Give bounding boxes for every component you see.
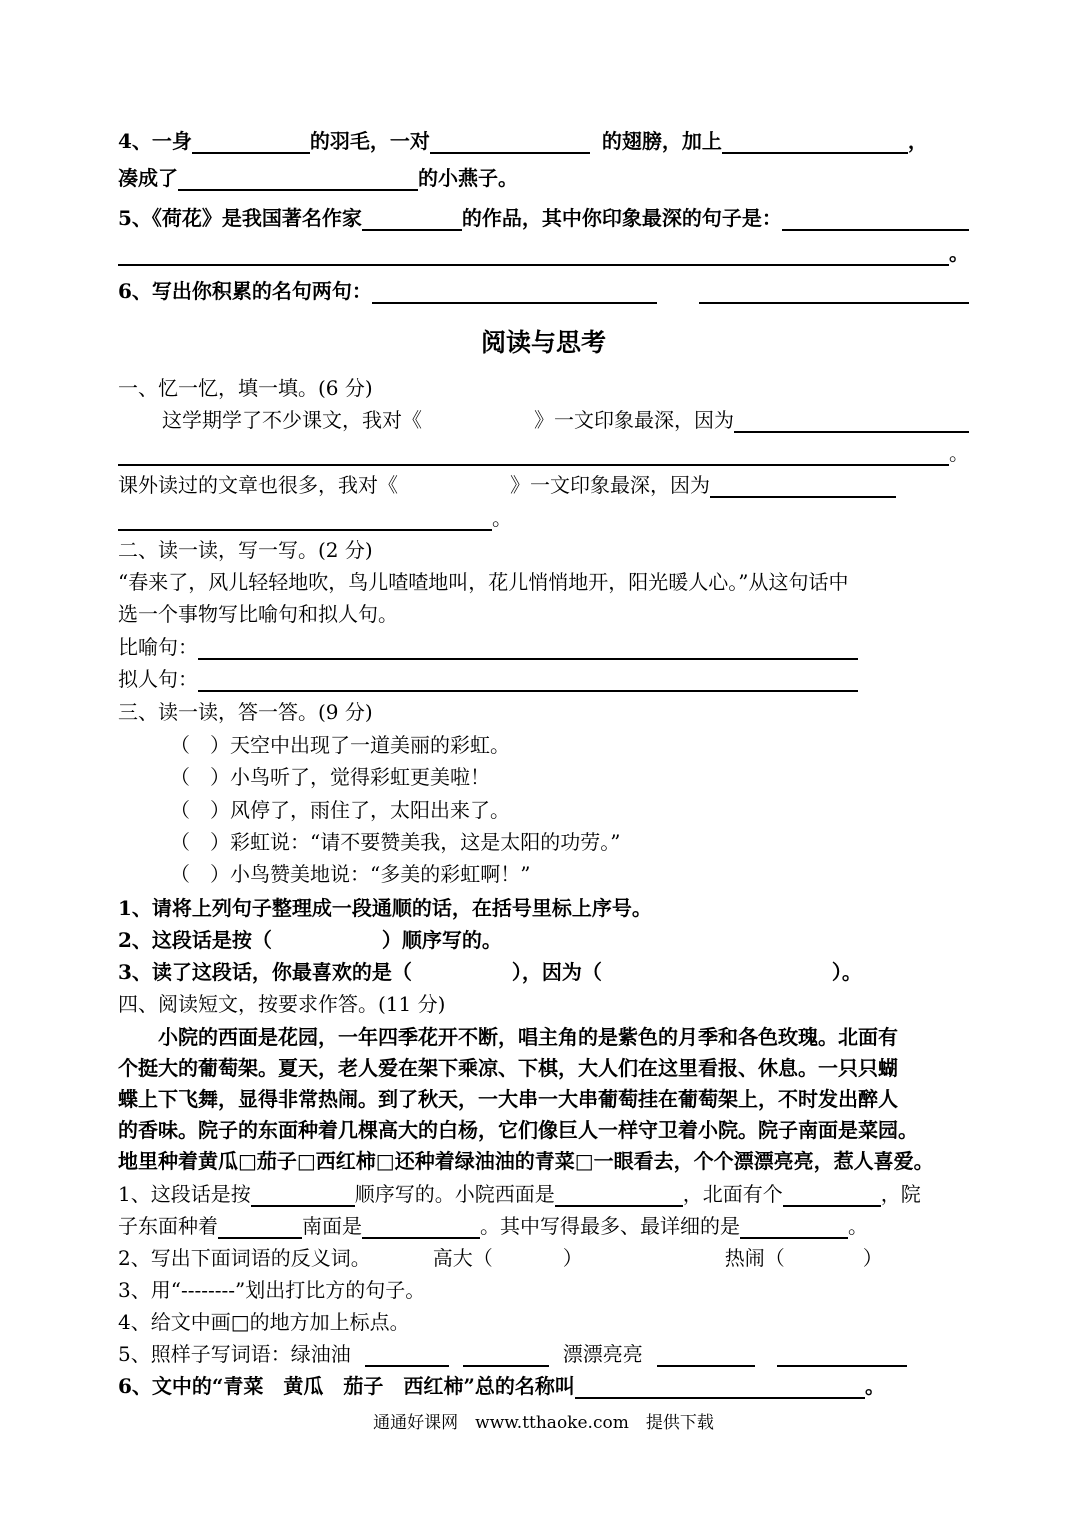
q4-blank-1[interactable] — [192, 130, 310, 154]
s2-person-blank[interactable] — [198, 668, 858, 692]
s1-text-d: 》一文印象最深，因为 — [510, 473, 710, 497]
q4-text-b: 的羽毛，一对 — [309, 129, 430, 153]
q4-text-e: 凑成了 — [118, 166, 178, 190]
s3-item-1[interactable] — [170, 732, 969, 758]
s4-q1-blank-order[interactable] — [251, 1183, 355, 1207]
s4-passage-text: 蝶上下飞舞，显得非常热闹。到了秋天，一大串一大串葡萄挂在葡萄架上，不时发出醉人 — [118, 1087, 898, 1111]
s3-q2 — [118, 927, 969, 953]
s4-q1-blank-most[interactable] — [740, 1215, 848, 1239]
q4-text-a: 4、一身 — [118, 129, 192, 153]
s4-q1-text-a: 1、这段话是按 — [118, 1182, 251, 1206]
s4-q5-blank-3[interactable] — [657, 1343, 755, 1367]
s1-line1 — [162, 407, 969, 433]
s2-person-line — [118, 666, 969, 692]
s4-heading — [118, 991, 969, 1017]
q5-text-a: 5、《荷花》是我国著名作家 — [118, 206, 362, 230]
s3-q2-text-b: ）顺序写的。 — [381, 928, 502, 952]
s4-q1-text-e: 子东面种着 — [118, 1214, 218, 1238]
s4-q1-text-d: ，院 — [880, 1182, 921, 1206]
q6-text: 6、写出你积累的名句两句： — [118, 279, 372, 303]
s3-q3-text-b: ），因为（ — [511, 960, 602, 984]
s3-q3-text-c: ）。 — [831, 960, 862, 984]
s1-text-a: 这学期学了不少课文，我对《 — [162, 408, 422, 432]
s4-heading-text: 四、阅读短文，按要求作答。(11 分) — [118, 992, 446, 1016]
s2-simile-line — [118, 634, 969, 660]
s4-passage-line — [118, 1086, 969, 1112]
s4-passage-line — [118, 1024, 969, 1050]
s4-q6-end: 。 — [864, 1374, 885, 1398]
q6-blank-1[interactable] — [372, 280, 657, 304]
q4-text-c: 的翅膀，加上 — [601, 129, 722, 153]
s1-heading — [118, 375, 969, 401]
s3-q2-text-a: 2、这段话是按（ — [118, 928, 272, 952]
s4-passage-text: 地里种着黄瓜□茄子□西红柿□还种着绿油油的青菜□一眼看去，个个漂漂亮亮，惹人喜爱。 — [118, 1149, 934, 1173]
q5-line2 — [118, 240, 969, 266]
s3-heading — [118, 699, 969, 725]
s3-q1 — [118, 895, 969, 921]
s2-simile-blank[interactable] — [198, 636, 858, 660]
q5-blank-sentence-2[interactable] — [118, 242, 949, 266]
footer: 通通好课网 www.tthaoke.com 提供下载 — [373, 1413, 714, 1433]
q4-blank-3[interactable] — [722, 130, 908, 154]
s1-reason-blank-1[interactable] — [734, 409, 969, 433]
s3-item-text: （ ）彩虹说：“请不要赞美我，这是太阳的功劳。” — [170, 830, 621, 854]
q4-text-d: ， — [907, 129, 928, 153]
s2-quote-1 — [118, 569, 969, 595]
s4-q6-line — [118, 1373, 969, 1399]
s3-q3 — [118, 959, 969, 985]
s3-heading-text: 三、读一读，答一答。(9 分) — [118, 700, 373, 724]
s4-q1-text-b: 顺序写的。小院西面是 — [354, 1182, 555, 1206]
q5-line1 — [118, 205, 969, 231]
s4-passage-text: 个挺大的葡萄架。夏天，老人爱在架下乘凉、下棋，大人们在这里看报、休息。一只只蝴 — [118, 1056, 898, 1080]
s4-q1-line1 — [118, 1181, 969, 1207]
q6-line — [118, 278, 969, 304]
s4-q2-line — [118, 1245, 969, 1271]
section-title: 阅读与思考 — [480, 328, 606, 357]
s4-passage-line — [118, 1055, 969, 1081]
q6-blank-2[interactable] — [699, 280, 969, 304]
s1-end-1: 。 — [949, 441, 969, 465]
s3-q1-text: 1、请将上列句子整理成一段通顺的话，在括号里标上序号。 — [118, 896, 652, 920]
s4-q2-text: 2、写出下面词语的反义词。 — [118, 1246, 371, 1270]
q5-blank-sentence[interactable] — [782, 207, 969, 231]
s3-item-text: （ ）风停了，雨住了，太阳出来了。 — [170, 798, 510, 822]
s2-quote-text-2: 选一个事物写比喻句和拟人句。 — [118, 602, 398, 626]
s4-q3-line — [118, 1277, 969, 1303]
s4-q1-line2 — [118, 1213, 969, 1239]
q5-blank-author[interactable] — [362, 207, 462, 231]
s4-q5-text: 5、照样子写词语：绿油油 — [118, 1342, 351, 1366]
s3-item-text: （ ）小鸟听了，觉得彩虹更美啦！ — [170, 765, 490, 789]
s4-q5-blank-2[interactable] — [463, 1343, 549, 1367]
q4-line1 — [118, 128, 969, 154]
s4-q3-text: 3、用“--------”划出打比方的句子。 — [118, 1278, 426, 1302]
s1-reason-blank-2b[interactable] — [118, 507, 492, 531]
s4-q2-close-1: ） — [562, 1246, 583, 1270]
s4-passage-line — [118, 1148, 969, 1174]
s3-item-3[interactable] — [170, 797, 969, 823]
s1-text-b: 》一文印象最深，因为 — [534, 408, 734, 432]
s4-q2-word-2: 热闹（ — [724, 1246, 785, 1270]
s2-quote-2 — [118, 601, 969, 627]
s4-q2-close-2: ） — [862, 1246, 883, 1270]
s4-passage-text: 小院的西面是花园，一年四季花开不断，唱主角的是紫色的月季和各色玫瑰。北面有 — [118, 1025, 898, 1049]
s4-q2-word-1: 高大（ — [432, 1246, 493, 1270]
s4-q6-blank[interactable] — [575, 1375, 865, 1399]
q4-line2 — [118, 165, 969, 191]
s2-heading-text: 二、读一读，写一写。(2 分) — [118, 538, 373, 562]
s4-q5-blank-1[interactable] — [365, 1343, 449, 1367]
s3-item-5[interactable] — [170, 861, 969, 887]
s2-quote-text: “春来了，风儿轻轻地吹，鸟儿喳喳地叫，花儿悄悄地开，阳光暖人心。”从这句话中 — [118, 570, 849, 594]
s1-reason-blank-2[interactable] — [710, 474, 896, 498]
s4-q4-text: 4、给文中画□的地方加上标点。 — [118, 1310, 410, 1334]
s4-passage-text: 的香味。院子的东面种着几棵高大的白杨，它们像巨人一样守卫着小院。院子南面是菜园。 — [118, 1118, 918, 1142]
s2-heading — [118, 537, 969, 563]
s4-passage-line — [118, 1117, 969, 1143]
s4-q1-blank-north[interactable] — [783, 1183, 881, 1207]
s4-q1-blank-west[interactable] — [555, 1183, 683, 1207]
s4-q5-line — [118, 1341, 969, 1367]
q5-text-b: 的作品，其中你印象最深的句子是： — [461, 206, 782, 230]
s4-q5-blank-4[interactable] — [777, 1343, 907, 1367]
s3-item-text: （ ）小鸟赞美地说：“多美的彩虹啊！” — [170, 862, 531, 886]
s4-q5-text-b: 漂漂亮亮 — [562, 1342, 643, 1366]
s2-person-label: 拟人句： — [118, 667, 198, 691]
s2-simile-label: 比喻句： — [118, 635, 198, 659]
q5-text-c: 。 — [949, 241, 969, 265]
s1-heading-text: 一、忆一忆，填一填。(6 分) — [118, 376, 373, 400]
s4-q1-text-h: 。 — [848, 1214, 868, 1238]
s4-q1-blank-east[interactable] — [218, 1215, 302, 1239]
s4-q1-text-g: 。其中写得最多、最详细的是 — [480, 1214, 740, 1238]
q4-text-f: 的小燕子。 — [418, 166, 518, 190]
q4-blank-2[interactable] — [430, 130, 590, 154]
s1-line4 — [118, 505, 969, 531]
s1-line3 — [118, 472, 969, 498]
s4-q1-blank-south[interactable] — [362, 1215, 480, 1239]
s4-q4-line — [118, 1309, 969, 1335]
s3-item-text: （ ）天空中出现了一道美丽的彩虹。 — [170, 733, 510, 757]
s3-item-2[interactable] — [170, 764, 969, 790]
s4-q1-text-c: ，北面有个 — [682, 1182, 783, 1206]
s3-q3-text-a: 3、读了这段话，你最喜欢的是（ — [118, 960, 412, 984]
s1-reason-blank-1b[interactable] — [118, 442, 949, 466]
s1-line2 — [118, 440, 969, 466]
s1-end-2: 。 — [492, 506, 512, 530]
q4-blank-4[interactable] — [178, 167, 418, 191]
s3-item-4[interactable] — [170, 829, 969, 855]
s4-q1-text-f: 南面是 — [302, 1214, 362, 1238]
s4-q6-text: 6、文中的“青菜 黄瓜 茄子 西红柿”总的名称叫 — [118, 1374, 575, 1398]
s1-text-c: 课外读过的文章也很多，我对《 — [118, 473, 398, 497]
